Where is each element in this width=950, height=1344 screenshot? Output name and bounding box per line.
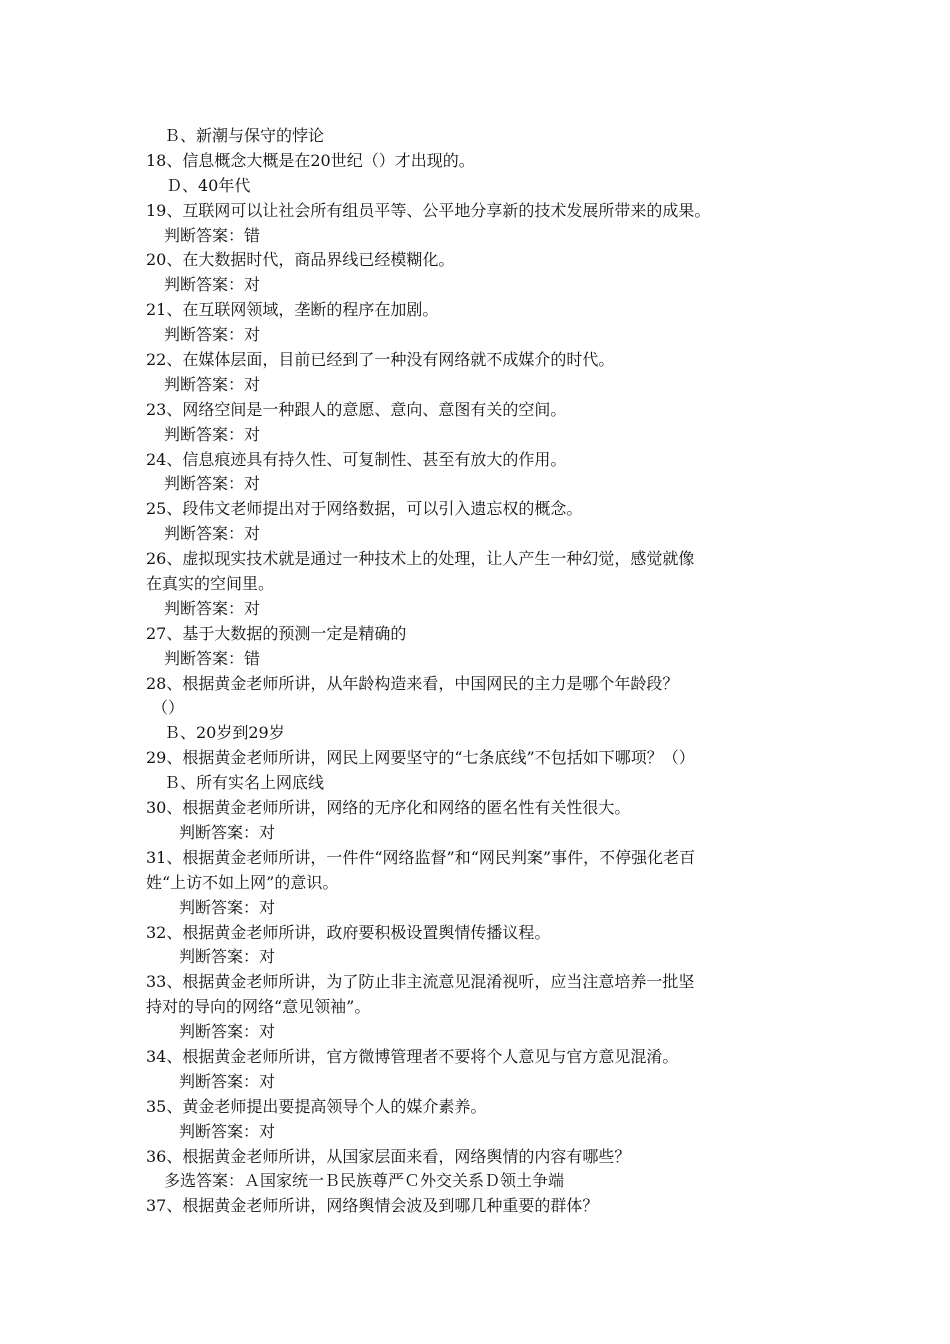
question-line: 37、根据黄金老师所讲，网络舆情会波及到哪几种重要的群体？	[146, 1196, 599, 1216]
document-body	[146, 124, 826, 1219]
answer-line: 判断答案：对	[179, 897, 276, 917]
answer-line: 持对的导向的网络“意见领袖”。	[146, 997, 371, 1017]
answer-line: Ｂ、所有实名上网底线	[164, 773, 325, 793]
answer-line: 判断答案：错	[164, 225, 261, 245]
question-line: 28、根据黄金老师所讲，从年龄构造来看，中国网民的主力是哪个年龄段？	[146, 673, 679, 693]
answer-line: 判断答案：对	[179, 1022, 276, 1042]
answer-line: 判断答案：对	[164, 374, 261, 394]
question-line: 36、根据黄金老师所讲，从国家层面来看，网络舆情的内容有哪些？	[146, 1146, 631, 1166]
answer-line: 判断答案：对	[179, 1071, 276, 1091]
answer-line: 判断答案：对	[164, 524, 261, 544]
answer-line: Ｂ、新潮与保守的悖论	[164, 126, 325, 145]
question-line: 35、黄金老师提出要提高领导个人的媒介素养。	[146, 1096, 487, 1116]
question-line: 29、根据黄金老师所讲，网民上网要坚守的“七条底线”不包括如下哪项？（）	[146, 748, 695, 768]
answer-line: 判断答案：对	[164, 275, 261, 295]
answer-line: Ｂ、20岁到29岁	[164, 723, 285, 743]
question-line: 23、网络空间是一种跟人的意愿、意向、意图有关的空间。	[146, 399, 567, 419]
question-line: 27、基于大数据的预测一定是精确的	[146, 623, 407, 643]
question-line: 34、根据黄金老师所讲，官方微博管理者不要将个人意见与官方意见混淆。	[146, 1046, 679, 1066]
answer-line: 姓“上访不如上网”的意识。	[146, 872, 339, 892]
answer-line: 判断答案：错	[164, 648, 261, 668]
answer-line: 判断答案：对	[164, 325, 261, 345]
question-line: 31、根据黄金老师所讲，一件件“网络监督”和“网民判案”事件，不停强化老百	[146, 847, 696, 867]
answer-line: 判断答案：对	[179, 822, 276, 842]
question-line: 26、虚拟现实技术就是通过一种技术上的处理，让人产生一种幻觉，感觉就像	[146, 549, 695, 569]
question-line: 21、在互联网领域，垄断的程序在加剧。	[146, 300, 439, 320]
question-line: 25、段伟文老师提出对于网络数据，可以引入遗忘权的概念。	[146, 499, 583, 519]
answer-line: （）	[152, 698, 185, 718]
answer-line: 判断答案：对	[179, 1121, 276, 1141]
question-line: 33、根据黄金老师所讲，为了防止非主流意见混淆视听，应当注意培养一批坚	[146, 972, 695, 992]
question-line: 22、在媒体层面，目前已经到了一种没有网络就不成媒介的时代。	[146, 350, 615, 370]
question-line: 18、信息概念大概是在20世纪（）才出现的。	[146, 150, 475, 170]
answer-line: 判断答案：对	[179, 947, 276, 967]
answer-line: 多选答案：Ａ国家统一Ｂ民族尊严Ｃ外交关系Ｄ领土争端	[164, 1171, 565, 1191]
answer-line: 判断答案：对	[164, 598, 261, 618]
answer-line: 判断答案：对	[164, 424, 261, 444]
question-line: 24、信息痕迹具有持久性、可复制性、甚至有放大的作用。	[146, 449, 567, 469]
question-line: 30、根据黄金老师所讲，网络的无序化和网络的匿名性有关性很大。	[146, 798, 631, 818]
answer-line: 在真实的空间里。	[146, 574, 275, 594]
question-line: 32、根据黄金老师所讲，政府要积极设置舆情传播议程。	[146, 922, 551, 942]
question-line: 19、互联网可以让社会所有组员平等、公平地分享新的技术发展所带来的成果。	[146, 200, 711, 220]
answer-line: Ｄ、40年代	[166, 175, 251, 195]
answer-line: 判断答案：对	[164, 474, 261, 494]
question-line: 20、在大数据时代，商品界线已经模糊化。	[146, 250, 455, 270]
